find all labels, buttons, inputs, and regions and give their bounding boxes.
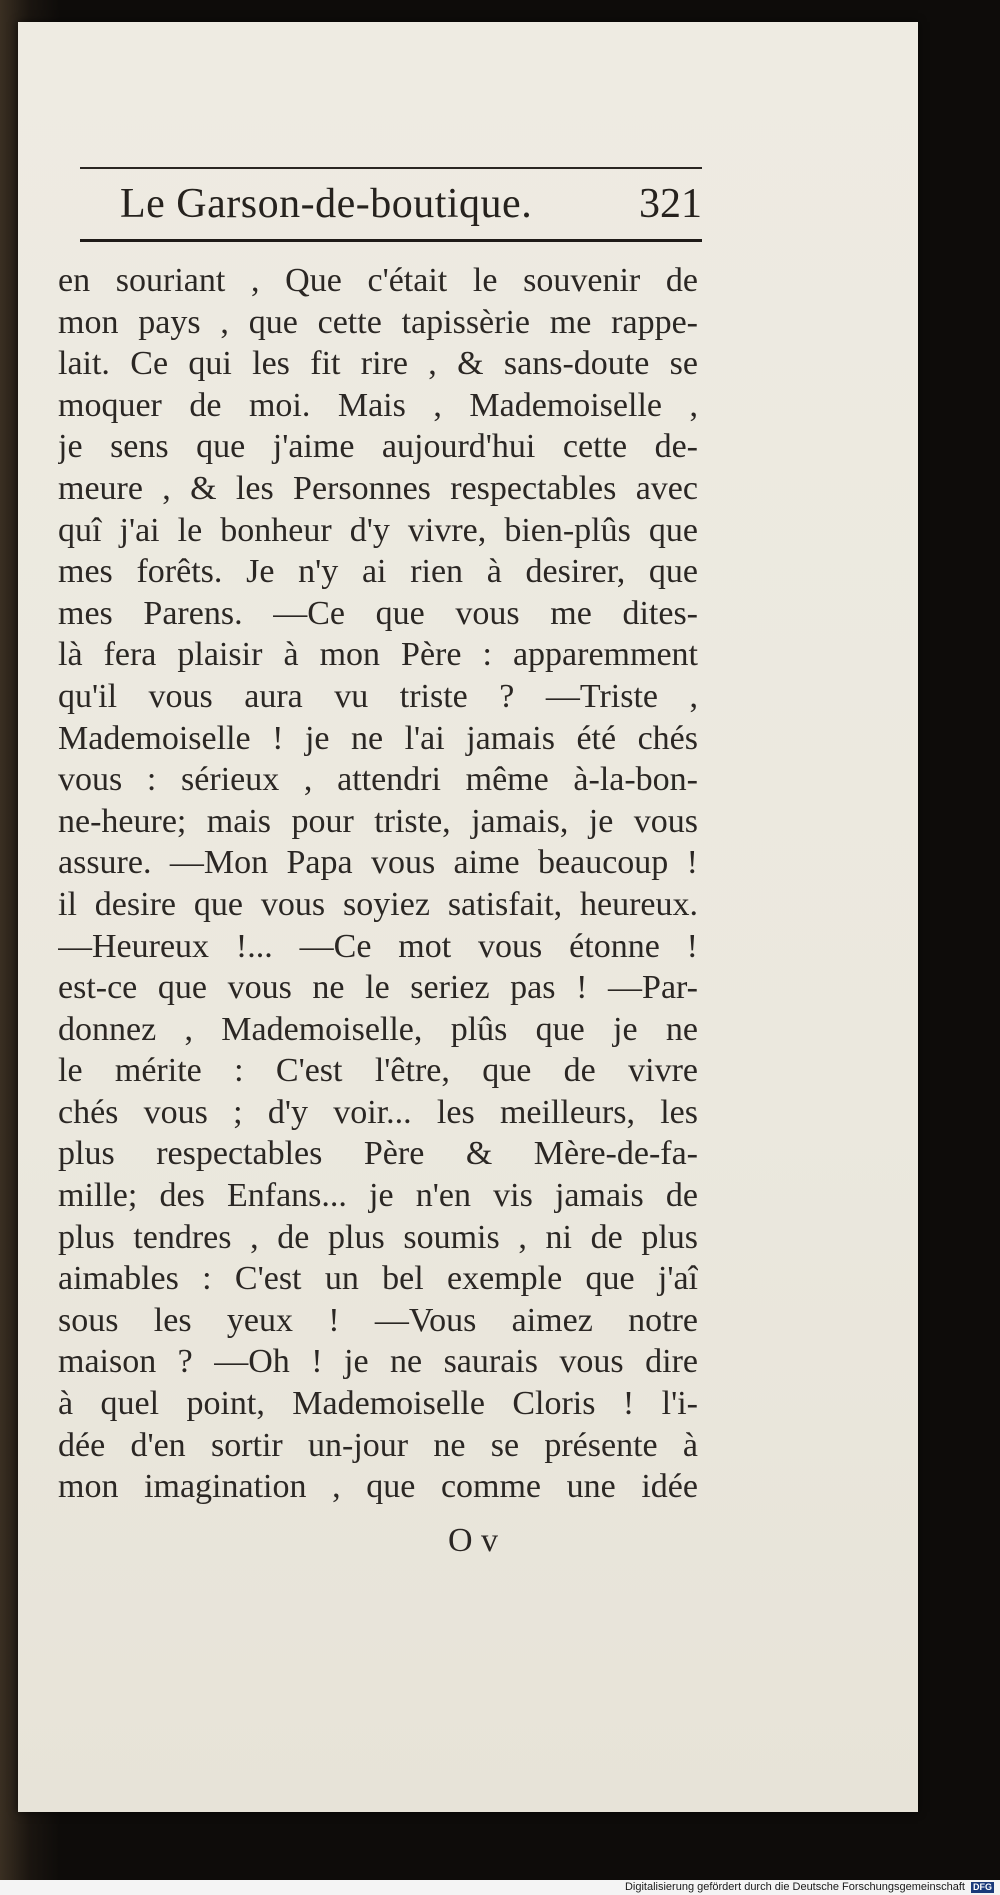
text-line: lait. Ce qui les fit rire , & sans-doute se [58,345,698,383]
credit-text: Digitalisierung gefördert durch die Deutsche Forschungsgemeinschaft [624,1881,965,1893]
text-line: maison ? —Oh ! je ne saurais vous dire [58,1343,698,1381]
book-page [18,22,918,1812]
text-line: est-ce que vous ne le seriez pas ! —Par- [58,969,698,1007]
text-line: —Heureux !... —Ce mot vous étonne ! [58,927,698,965]
text-line: qu'il vous aura vu triste ? —Triste , [58,677,698,715]
text-line: je sens que j'aime aujourd'hui cette de- [58,428,698,466]
text-line: en souriant , Que c'était le souvenir de [58,262,698,299]
text-line: mes forêts. Je n'y ai rien à desirer, que [58,553,698,591]
text-line: mes Parens. —Ce que vous me dites- [58,594,698,632]
text-line: ne-heure; mais pour triste, jamais, je vous [58,802,698,840]
text-line: vous : sérieux , attendri même à-la-bon- [58,761,698,799]
digitization-credit [625,1880,994,1895]
body-text [58,260,698,1508]
text-line: là fera plaisir à mon Père : apparemment [58,636,698,674]
text-line: aimables : C'est un bel exemple que j'aî [58,1260,698,1298]
text-line: dée d'en sortir un-jour ne se présente à [58,1426,698,1464]
dfg-logo: DFG [973,1881,992,1892]
text-line: sous les yeux ! —Vous aimez notre [58,1301,698,1339]
header-rule-top [80,167,702,169]
page-number: 321 [639,181,702,227]
text-line: plus respectables Père & Mère-de-fa- [58,1135,698,1173]
text-line: à quel point, Mademoiselle Cloris ! l'i- [58,1385,698,1423]
text-line: assure. —Mon Papa vous aime beaucoup ! [58,844,698,882]
text-line: mon imagination , que comme une idée [58,1468,698,1506]
text-line: il desire que vous soyiez satisfait, heureux. [58,885,698,923]
text-line: moquer de moi. Mais , Mademoiselle , [58,386,698,424]
text-line: mon pays , que cette tapissèrie me rappe- [58,303,698,341]
text-line: chés vous ; d'y voir... les meilleurs, les [58,1093,698,1131]
text-line: plus tendres , de plus soumis , ni de plus [58,1218,698,1256]
text-line: le mérite : C'est l'être, que de vivre [58,1052,698,1090]
text-line: Mademoiselle ! je ne l'ai jamais été chés [58,719,698,757]
signature-mark: O v [448,1522,499,1559]
running-title: Le Garson-de-boutique. [120,181,533,227]
header-rule-bottom [80,239,702,242]
text-line: donnez , Mademoiselle, plûs que je ne [58,1010,698,1048]
page-header [80,162,702,244]
text-line: mille; des Enfans... je n'en vis jamais de [58,1177,698,1215]
text-line: meure , & les Personnes respectables avec [58,469,698,507]
text-line: quî j'ai le bonheur d'y vivre, bien-plûs que [58,511,698,549]
